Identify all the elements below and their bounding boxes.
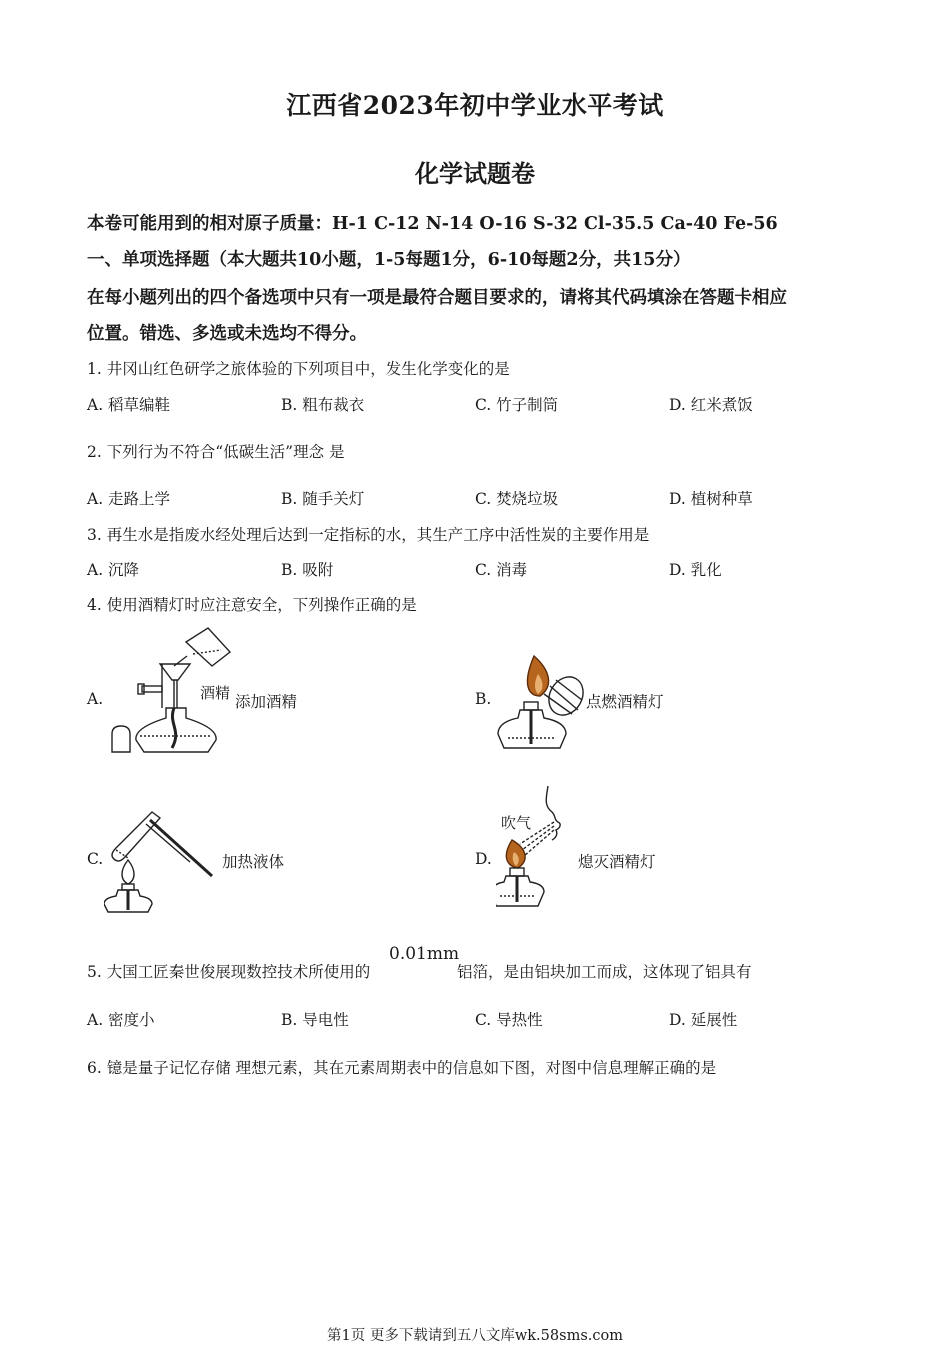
q4-option-b-letter: B. <box>475 690 492 708</box>
figure-light-lamp <box>494 652 589 756</box>
q4-option-a-label: 添加酒精 <box>235 693 298 711</box>
q5-option-d: D. 延展性 <box>669 1011 738 1029</box>
question-3-stem: 3. 再生水是指废水经处理后达到一定指标的水，其生产工序中活性炭的主要作用是 <box>87 526 650 544</box>
q4-option-a-letter: A. <box>87 690 104 708</box>
q3-option-c: C. 消毒 <box>475 561 528 579</box>
q2-option-a: A. 走路上学 <box>87 490 171 508</box>
question-1-stem: 1. 井冈山红色研学之旅体验的下列项目中，发生化学变化的是 <box>87 360 510 378</box>
figure-extinguish-lamp <box>496 784 586 912</box>
exam-title: 江西省2023年初中学业水平考试 <box>286 91 664 120</box>
q4-option-c-label: 加热液体 <box>222 853 285 871</box>
section-header: 一、单项选择题（本大题共10小题，1-5每题1分，6-10每题2分，共15分） <box>87 250 691 270</box>
q5-thickness-value: 0.01mm <box>389 944 460 964</box>
q4-figure-a-inner-label: 酒精 <box>200 684 231 702</box>
section-instructions-2: 位置。错选、多选或未选均不得分。 <box>87 324 367 344</box>
q2-option-c: C. 焚烧垃圾 <box>475 490 559 508</box>
atomic-masses: 本卷可能用到的相对原子质量：H-1 C-12 N-14 O-16 S-32 Cl-35.5 Ca-40 Fe-56 <box>87 214 778 234</box>
q3-option-b: B. 吸附 <box>281 561 334 579</box>
q1-option-c: C. 竹子制筒 <box>475 396 559 414</box>
q5-option-a: A. 密度小 <box>87 1011 155 1029</box>
figure-heat-liquid <box>104 810 216 914</box>
q5-option-c: C. 导热性 <box>475 1011 543 1029</box>
exam-subtitle: 化学试题卷 <box>415 159 535 188</box>
question-2-stem: 2. 下列行为不符合“低碳生活”理念 是 <box>87 443 345 461</box>
q5-option-b: B. 导电性 <box>281 1011 349 1029</box>
q4-figure-d-inner-label: 吹气 <box>501 814 532 832</box>
question-5-stem-post: 铝箔，是由铝块加工而成，这体现了铝具有 <box>457 963 752 981</box>
q1-option-d: D. 红米煮饭 <box>669 396 753 414</box>
q1-option-b: B. 粗布裁衣 <box>281 396 365 414</box>
q3-option-d: D. 乳化 <box>669 561 722 579</box>
page-footer: 第1页 更多下载请到五八文库wk.58sms.com <box>327 1328 623 1344</box>
q3-option-a: A. 沉降 <box>87 561 140 579</box>
q4-option-b-label: 点燃酒精灯 <box>586 693 664 711</box>
q4-option-d-letter: D. <box>475 850 492 868</box>
question-4-stem: 4. 使用酒精灯时应注意安全，下列操作正确的是 <box>87 596 417 614</box>
q4-option-d-label: 熄灭酒精灯 <box>578 853 656 871</box>
q1-option-a: A. 稻草编鞋 <box>87 396 171 414</box>
q4-option-c-letter: C. <box>87 850 104 868</box>
question-5-stem-pre: 5. 大国工匠秦世俊展现数控技术所使用的 <box>87 963 371 981</box>
q2-option-d: D. 植树种草 <box>669 490 753 508</box>
question-6-stem: 6. 镱是量子记忆存储 理想元素，其在元素周期表中的信息如下图，对图中信息理解正确的是 <box>87 1059 717 1077</box>
q2-option-b: B. 随手关灯 <box>281 490 365 508</box>
section-instructions-1: 在每小题列出的四个备选项中只有一项是最符合题目要求的，请将其代码填涂在答题卡相应 <box>87 288 787 308</box>
